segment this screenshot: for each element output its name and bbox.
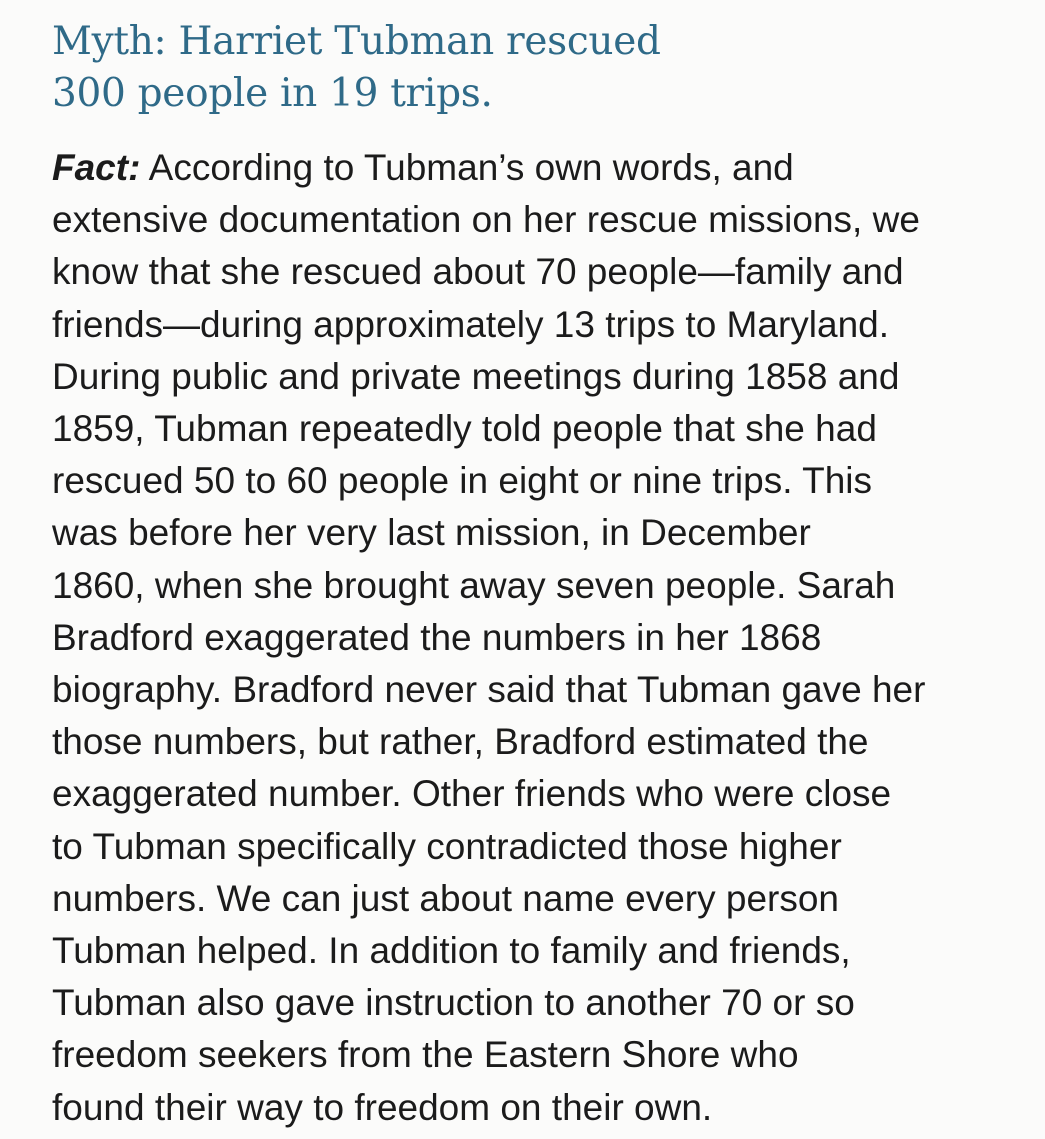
fact-line: was before her very last mission, in December [52,512,811,554]
myth-line: 300 people in 19 trips. [52,71,493,116]
myth-line: Myth: Harriet Tubman rescued [52,19,661,64]
fact-line: Bradford exaggerated the numbers in her 1868 [52,616,822,658]
fact-line-text: According to Tubman’s own words, and [140,147,794,188]
fact-line: extensive documentation on her rescue missions, we [52,199,920,241]
fact-line: know that she rescued about 70 people—family and [52,251,904,293]
fact-line: 1859, Tubman repeatedly told people that she had [52,408,877,450]
fact-line: freedom seekers from the Eastern Shore who [52,1034,799,1076]
fact-line: found their way to freedom on their own. [52,1086,713,1128]
fact-label: Fact: [52,147,141,188]
fact-line: During public and private meetings during 1858 and [52,355,900,397]
fact-line: numbers. We can just about name every person [52,877,840,919]
fact-line: to Tubman specifically contradicted those higher [52,825,842,867]
fact-line [52,142,1005,194]
fact-line: exaggerated number. Other friends who were close [52,773,892,815]
myth-heading [52,16,1005,120]
fact-line: biography. Bradford never said that Tubman gave her [52,669,926,711]
fact-line: those numbers, but rather, Bradford estimated the [52,721,869,763]
fact-line: 1860, when she brought away seven people. Sarah [52,564,896,606]
fact-line: friends—during approximately 13 trips to Maryland. [52,303,889,345]
fact-paragraph [52,142,1005,1134]
fact-line: Tubman also gave instruction to another 70 or so [52,982,855,1024]
fact-line: Tubman helped. In addition to family and friends, [52,930,851,972]
fact-line: rescued 50 to 60 people in eight or nine trips. This [52,460,872,502]
